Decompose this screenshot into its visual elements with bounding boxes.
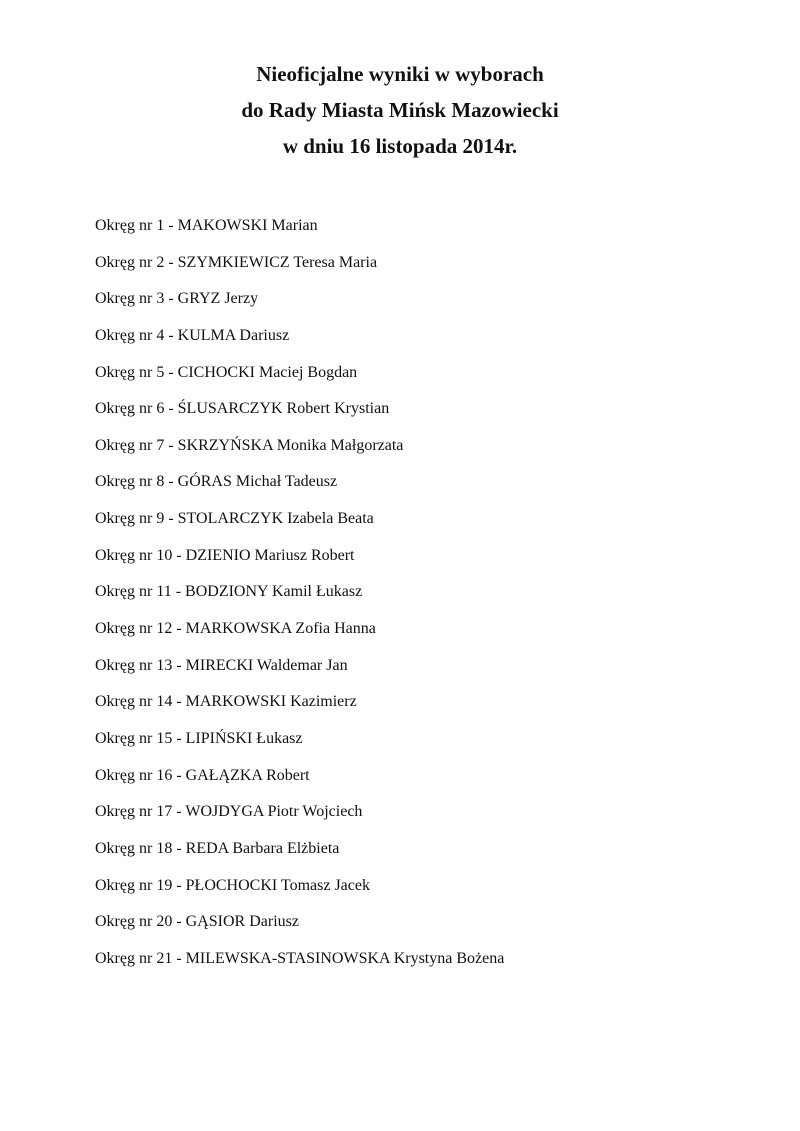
list-item: Okręg nr 9 - STOLARCZYK Izabela Beata [95, 510, 374, 528]
list-item: Okręg nr 16 - GAŁĄZKA Robert [95, 766, 310, 784]
title-line: w dniu 16 listopada 2014r. [282, 134, 518, 158]
list-item: Okręg nr 10 - DZIENIO Mariusz Robert [95, 546, 355, 564]
list-item: Okręg nr 15 - LIPIŃSKI Łukasz [95, 729, 303, 747]
list-item: Okręg nr 7 - SKRZYŃSKA Monika Małgorzata [95, 436, 404, 454]
document-title [0, 56, 800, 164]
title-line: do Rady Miasta Mińsk Mazowiecki [241, 98, 559, 122]
list-item: Okręg nr 11 - BODZIONY Kamil Łukasz [95, 583, 363, 601]
list-item: Okręg nr 2 - SZYMKIEWICZ Teresa Maria [95, 253, 378, 271]
list-item: Okręg nr 19 - PŁOCHOCKI Tomasz Jacek [95, 876, 370, 894]
list-item: Okręg nr 3 - GRYZ Jerzy [95, 290, 259, 308]
list-item: Okręg nr 5 - CICHOCKI Maciej Bogdan [95, 363, 358, 381]
list-item: Okręg nr 1 - MAKOWSKI Marian [95, 217, 318, 234]
list-item: Okręg nr 12 - MARKOWSKA Zofia Hanna [95, 620, 376, 638]
list-item: Okręg nr 21 - MILEWSKA-STASINOWSKA Krystyna Bożena [95, 949, 505, 967]
list-item: Okręg nr 8 - GÓRAS Michał Tadeusz [95, 473, 338, 491]
list-item: Okręg nr 18 - REDA Barbara Elżbieta [95, 839, 340, 857]
list-item: Okręg nr 13 - MIRECKI Waldemar Jan [95, 656, 348, 674]
results-list [95, 214, 504, 983]
list-item: Okręg nr 20 - GĄSIOR Dariusz [95, 913, 299, 931]
title-line: Nieoficjalne wyniki w wyborach [256, 62, 544, 86]
list-item: Okręg nr 4 - KULMA Dariusz [95, 326, 290, 344]
list-item: Okręg nr 14 - MARKOWSKI Kazimierz [95, 693, 357, 711]
list-item: Okręg nr 17 - WOJDYGA Piotr Wojciech [95, 803, 363, 821]
list-item: Okręg nr 6 - ŚLUSARCZYK Robert Krystian [95, 400, 390, 418]
